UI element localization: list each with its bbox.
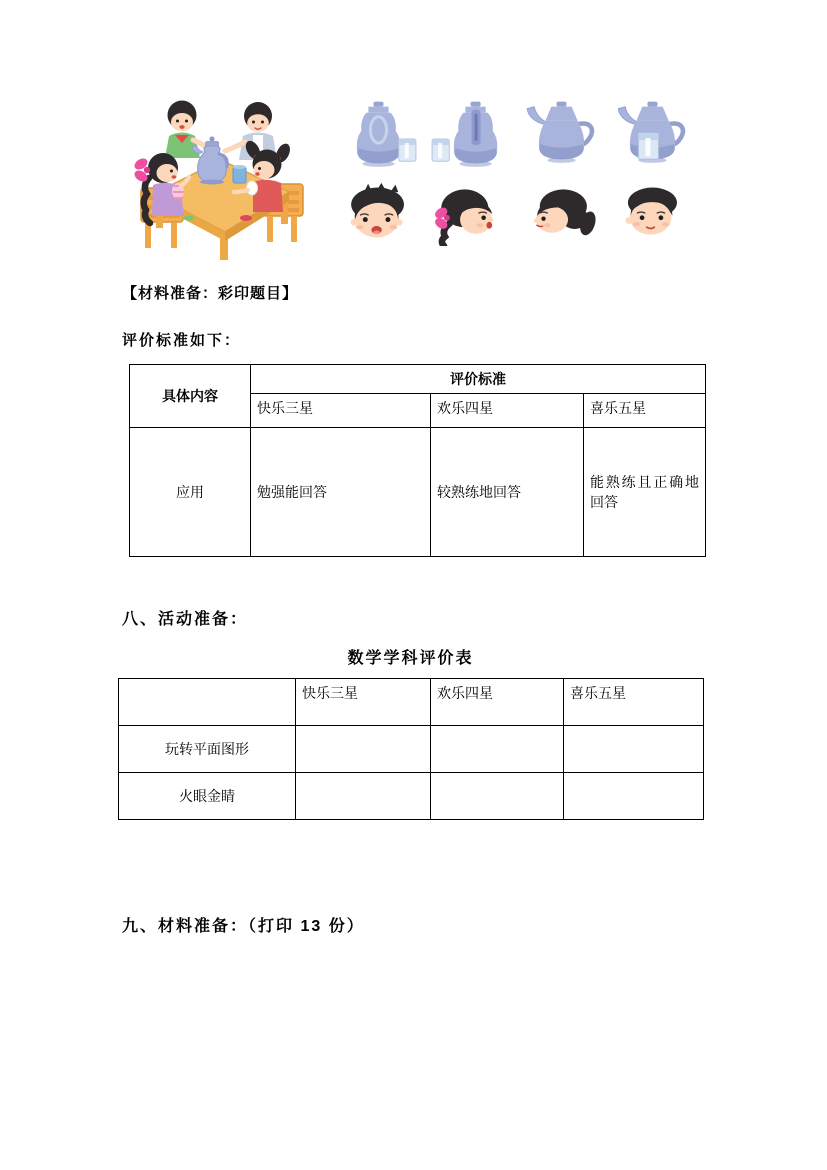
face-views-row [333,180,697,246]
kettle-back-handle-with-cup-left-icon [424,96,515,178]
evaluation-cell-2-1 [296,773,431,820]
criteria-level-header-1: 快乐三星 [251,394,431,428]
criteria-level-header-2: 欢乐四星 [431,394,584,428]
boy-face-front-turned-icon [606,180,697,246]
cup-on-table [233,165,246,183]
boy-green-shirt [165,101,210,159]
evaluation-cell-1-2 [431,726,564,773]
criteria-intro: 评价标准如下： [122,332,242,349]
activity-preparation-heading: 八、活动准备： [122,611,249,628]
criteria-table-content-header: 具体内容 [130,365,251,428]
criteria-table [129,364,706,557]
teapot-with-cup-in-front-icon [606,96,697,178]
girl-profile-left-with-ponytail-icon [515,180,606,246]
evaluation-header-five-star: 喜乐五星 [564,679,704,726]
materials-preparation-heading: 九、材料准备：（打印 13 份） [122,918,365,935]
evaluation-header-blank [119,679,296,726]
evaluation-cell-2-2 [431,773,564,820]
criteria-cell-three-star: 勉强能回答 [251,428,431,557]
evaluation-row-label-1: 玩转平面图形 [119,726,296,773]
criteria-cell-four-star: 较熟练地回答 [431,428,584,557]
evaluation-cell-1-3 [564,726,704,773]
evaluation-table [118,678,704,820]
evaluation-row-label-2: 火眼金睛 [119,773,296,820]
kettle-views-row [333,96,697,178]
criteria-cell-five-star: 能熟练且正确地回答 [584,428,706,557]
children-table-scene-illustration [124,90,316,262]
evaluation-header-three-star: 快乐三星 [296,679,431,726]
teapot-spout-left-handle-right-icon [515,96,606,178]
criteria-table-group-header: 评价标准 [251,365,706,394]
evaluation-cell-2-3 [564,773,704,820]
evaluation-cell-1-1 [296,726,431,773]
scene-drawing-icon [124,90,316,262]
materials-note: 【材料准备：彩印题目】 [122,285,299,302]
evaluation-header-four-star: 欢乐四星 [431,679,564,726]
boy-face-front-icon [333,180,424,246]
girl-profile-right-with-bow-icon [424,180,515,246]
criteria-row-label: 应用 [130,428,251,557]
evaluation-table-title: 数学学科评价表 [347,650,474,667]
kettle-front-with-cup-right-icon [333,96,424,178]
criteria-level-header-3: 喜乐五星 [584,394,706,428]
